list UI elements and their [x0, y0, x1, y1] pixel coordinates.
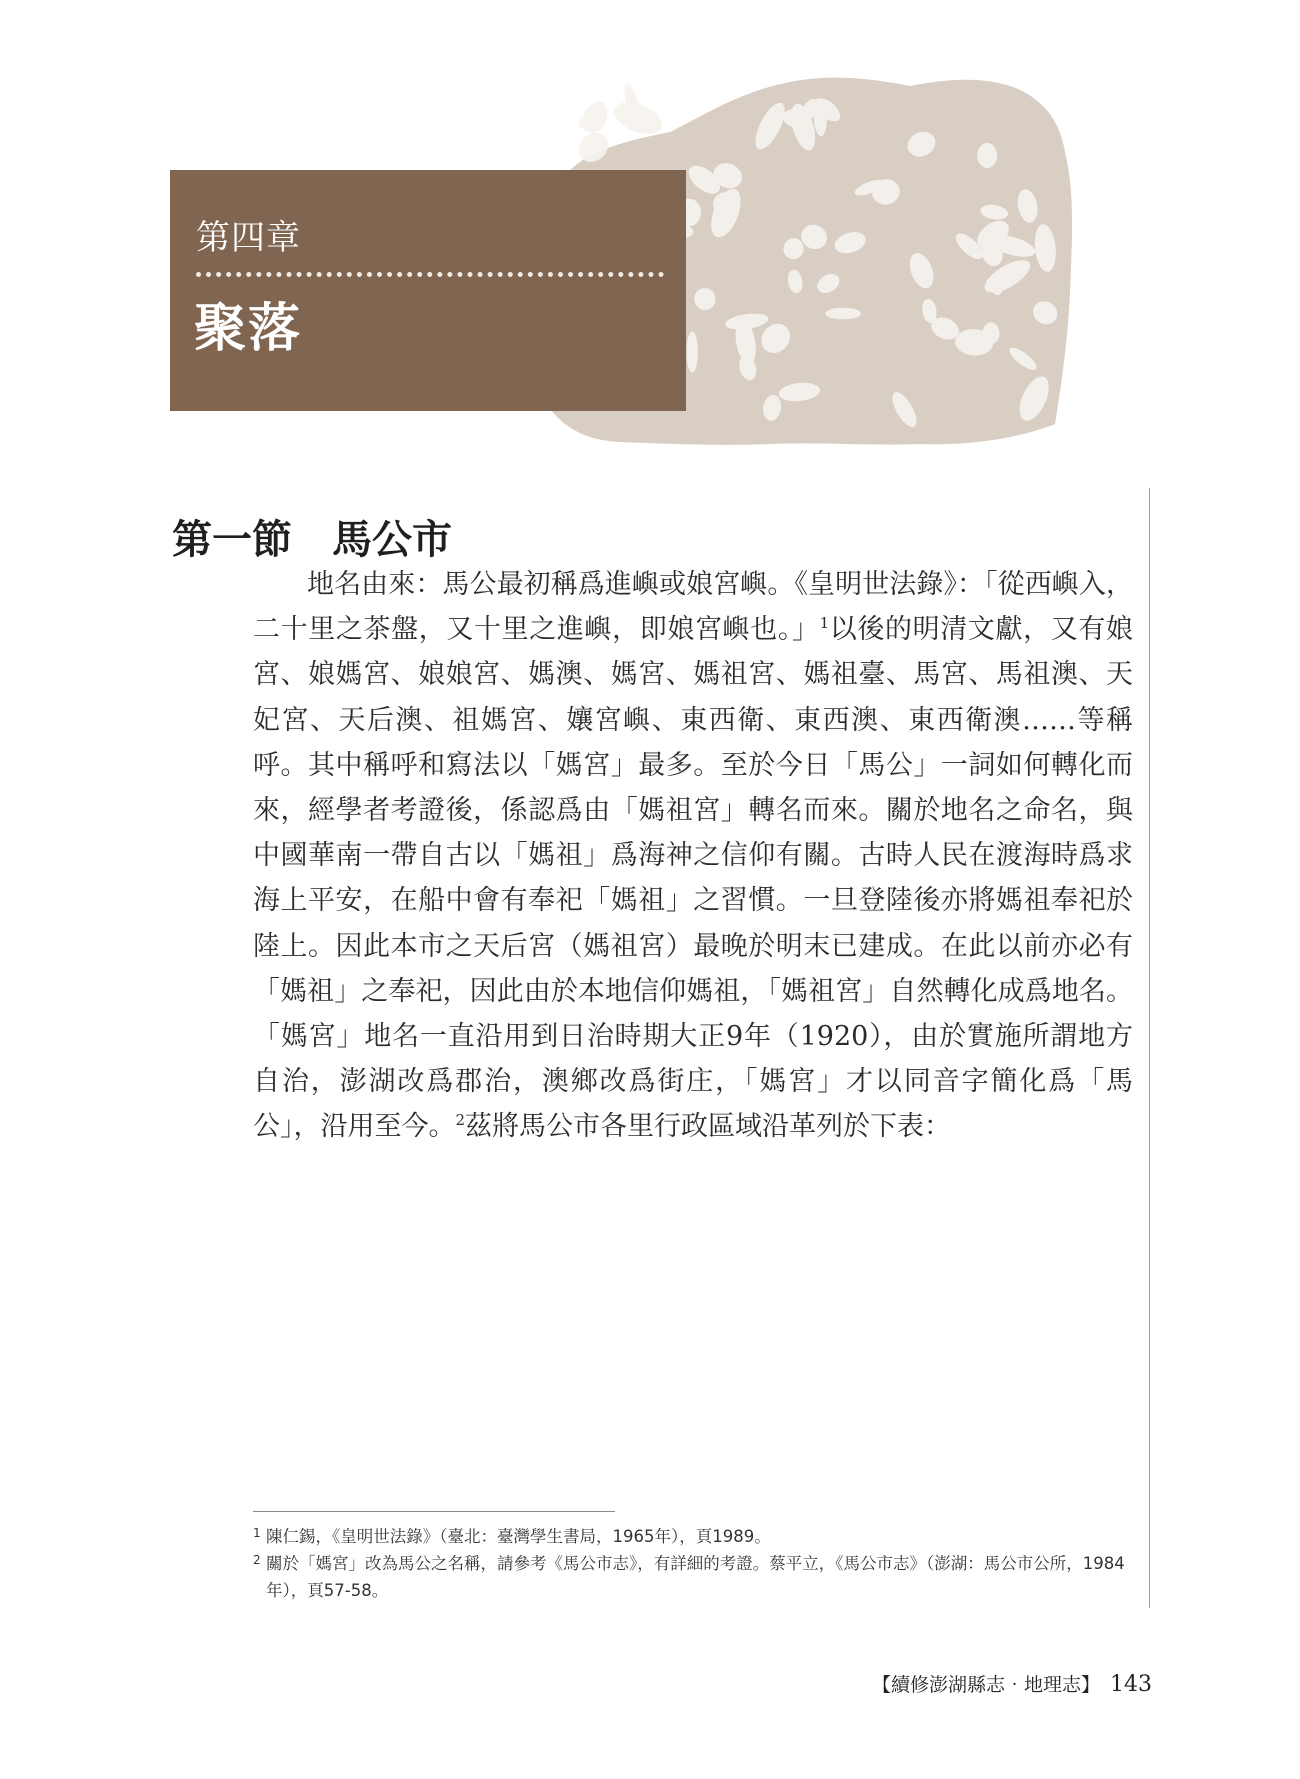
chapter-label: 第四章	[196, 218, 301, 258]
section-heading	[172, 508, 452, 565]
footnote-ref-2[interactable]: 2	[455, 1111, 466, 1130]
section-number: 第一節	[172, 516, 292, 563]
body-paragraph	[253, 562, 1133, 1150]
dotted-divider	[196, 272, 664, 277]
footnote-text: 關於「媽宮」改為馬公之名稱，請參考《馬公市志》，有詳細的考證。蔡平立，《馬公市志》（澎湖：馬公市公所，1984年），頁57-58。	[266, 1554, 1125, 1600]
footnotes	[253, 1523, 1133, 1604]
body-text-part-1: 地名由來：馬公最初稱爲進嶼或娘宮嶼。《皇明世法錄》：「從西嶼入，二十里之茶盤，又十里之進嶼，即娘宮嶼也。」	[253, 569, 1133, 646]
footnote-text: 陳仁錫，《皇明世法錄》（臺北：臺灣學生書局，1965年），頁1989。	[266, 1527, 771, 1546]
chapter-banner	[170, 170, 686, 411]
body-text-part-3: 茲將馬公市各里行政區域沿革列於下表：	[465, 1111, 952, 1143]
page-number: 143	[1110, 1672, 1152, 1697]
book-title: 【續修澎湖縣志‧地理志】	[871, 1674, 1100, 1696]
leaf-shape	[825, 308, 861, 320]
section-title: 馬公市	[332, 516, 452, 563]
margin-rule	[1149, 488, 1150, 1608]
chapter-title: 聚落	[194, 298, 303, 359]
footnote-number: 2	[253, 1553, 261, 1567]
footnote-1	[253, 1523, 1133, 1550]
page-footer	[872, 1670, 1152, 1697]
footnote-number: 1	[253, 1526, 261, 1540]
footnote-divider	[253, 1511, 615, 1512]
footnote-ref-1[interactable]: 1	[819, 614, 830, 633]
body-text-part-2: 以後的明清文獻，又有娘宮、娘媽宮、娘娘宮、媽澳、媽宮、媽祖宮、媽祖臺、馬宮、馬祖澳、天妃宮、天后澳、祖媽宮、孃宮嶼、東西衛、東西澳、東西衛澳……等稱呼。其中稱呼和寫法以「媽宮」最多。至於今日「馬公」一詞如何轉化而來，經學者考證後，係認爲由「媽祖宮」轉名而來。關於地名之命名，與中國華南一帶自古以「媽祖」爲海神之信仰有關。古時人民在渡海時爲求海上平安，在船中會有奉祀「媽祖」之習慣。一旦登陸後亦將媽祖奉祀於陸上。因此本市之天后宮（媽祖宮）最晚於明末已建成。在此以前亦必有「媽祖」之奉祀，因此由於本地信仰媽祖，「媽祖宮」自然轉化成爲地名。「媽宮」地名一直沿用到日治時期大正9年（1920），由於實施所謂地方自治，澎湖改爲郡治，澳鄉改爲街庄，「媽宮」才以同音字簡化爲「馬公」，沿用至今。	[253, 614, 1133, 1143]
footnote-2	[253, 1550, 1133, 1604]
leaf-shape	[687, 332, 698, 373]
